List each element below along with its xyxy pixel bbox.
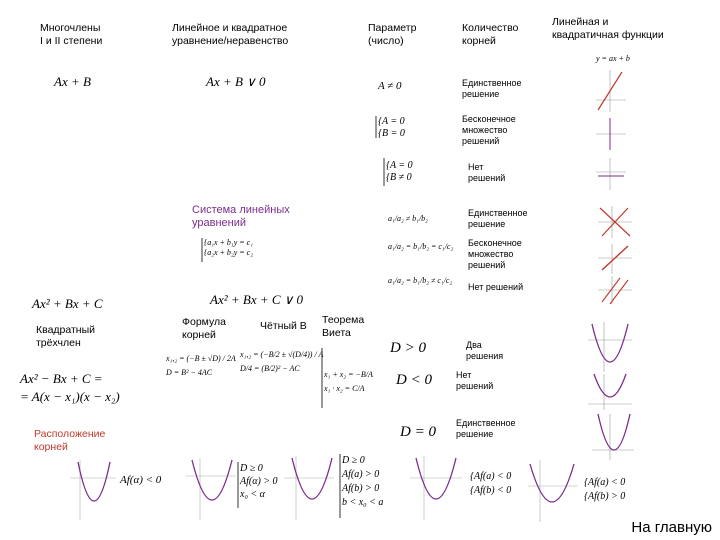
header-equations: Линейное и квадратное уравнение/неравенство: [172, 22, 289, 47]
header-parameter: Параметр (число): [368, 22, 417, 47]
system-result-1: Единственное решение: [468, 208, 528, 229]
result-infinite: Бесконечное множество решений: [462, 114, 516, 146]
graph-quad-two: [588, 322, 632, 372]
roots-location-title: Расположение корней: [34, 428, 106, 453]
location-cond-3: D ≥ 0 Af(a) > 0 Af(b) > 0 b < x₀ < a: [342, 455, 384, 508]
result-two-solutions: Два решения: [466, 340, 504, 361]
roots-formula-title: Формула корней: [182, 316, 226, 341]
roots-formula: x₁,₂ = (−B ± √D) / 2A D = B² − 4AC: [166, 354, 236, 377]
param-a0-b0: {A = 0 {B = 0: [378, 116, 405, 139]
system-formula: {a₁x + b₁y = c₁ {a₂x + b₂y = c₂: [204, 238, 253, 257]
location-cond-2: D ≥ 0 Af(α) > 0 x₀ < α: [240, 463, 278, 500]
function-formula: y = ax + b: [596, 54, 630, 63]
param-d-positive: D > 0: [390, 340, 426, 356]
graph-linear-none: [596, 158, 626, 190]
param-a0-bnot0: {A = 0 {B ≠ 0: [386, 160, 413, 183]
param-a-nonzero: A ≠ 0: [378, 80, 402, 92]
system-result-3: Нет решений: [468, 282, 524, 292]
system-line-parallel-b: [610, 280, 628, 304]
param-d-zero: D = 0: [400, 424, 436, 440]
graph-quad-none: [588, 374, 632, 410]
parabola-two-roots: [592, 324, 628, 362]
vieta-formula: x₁ + x₂ = −B/A x₁ · x₂ = C/A: [324, 370, 373, 393]
location-cond-1: Af(α) < 0: [120, 474, 162, 486]
loc-parabola-3: [292, 458, 332, 499]
loc-parabola-2: [192, 460, 232, 500]
system-param-2: a₁/a₂ = b₁/b₂ = c₁/c₂: [388, 242, 454, 251]
system-title: Система линейных уравнений: [192, 204, 290, 229]
system-result-2: Бесконечное множество решений: [468, 238, 522, 270]
result-one-solution: Единственное решение: [462, 78, 522, 99]
even-b-formula: x₁,₂ = (−B/2 ± √(D/4)) / A D/4 = (B/2)² − AC: [240, 350, 324, 373]
vieta-title: Теорема Виета: [322, 314, 365, 339]
system-param-1: a₁/a₂ ≠ b₁/b₂: [388, 214, 428, 223]
parabola-no-roots: [594, 374, 626, 397]
location-cond-4: {Af(a) < 0 {Af(b) < 0: [470, 471, 512, 496]
trinomial-label: Квадратный трёхчлен: [36, 324, 96, 349]
linear-equation: Ax + B ∨ 0: [206, 74, 266, 89]
linear-polynomial: Ax + B: [54, 74, 91, 89]
result-one-root: Единственное решение: [456, 418, 516, 439]
header-roots-count: Количество корней: [462, 22, 519, 47]
result-no-solution: Нет решений: [468, 162, 506, 183]
graph-loc-3: [284, 456, 334, 520]
home-link[interactable]: На главную: [631, 519, 712, 536]
loc-parabola-5: [530, 464, 574, 502]
graph-quad-one: [592, 414, 634, 460]
quadratic-equation: Ax² + Bx + C ∨ 0: [210, 292, 304, 307]
parabola-one-root: [598, 414, 630, 450]
loc-parabola-4: [416, 458, 456, 499]
param-d-negative: D < 0: [396, 372, 432, 388]
loc-parabola-1: [78, 462, 110, 501]
result-no-real: Нет решений: [456, 370, 494, 391]
location-cond-5: {Af(a) < 0 {Af(b) > 0: [584, 477, 626, 502]
graph-linear-infinite: [596, 118, 626, 150]
system-param-3: a₁/a₂ = b₁/b₂ ≠ c₁/c₂: [388, 276, 453, 285]
quadratic-polynomial: Ax² + Bx + C: [32, 296, 103, 311]
header-functions: Линейная и квадратичная функции: [552, 16, 664, 41]
header-polynomials: Многочлены I и II степени: [40, 22, 103, 47]
even-b-title: Чётный B: [260, 320, 307, 332]
graph-loc-5: [528, 460, 578, 522]
factor-formula: Ax² − Bx + C = = A(x − x₁)(x − x₂): [20, 371, 120, 404]
